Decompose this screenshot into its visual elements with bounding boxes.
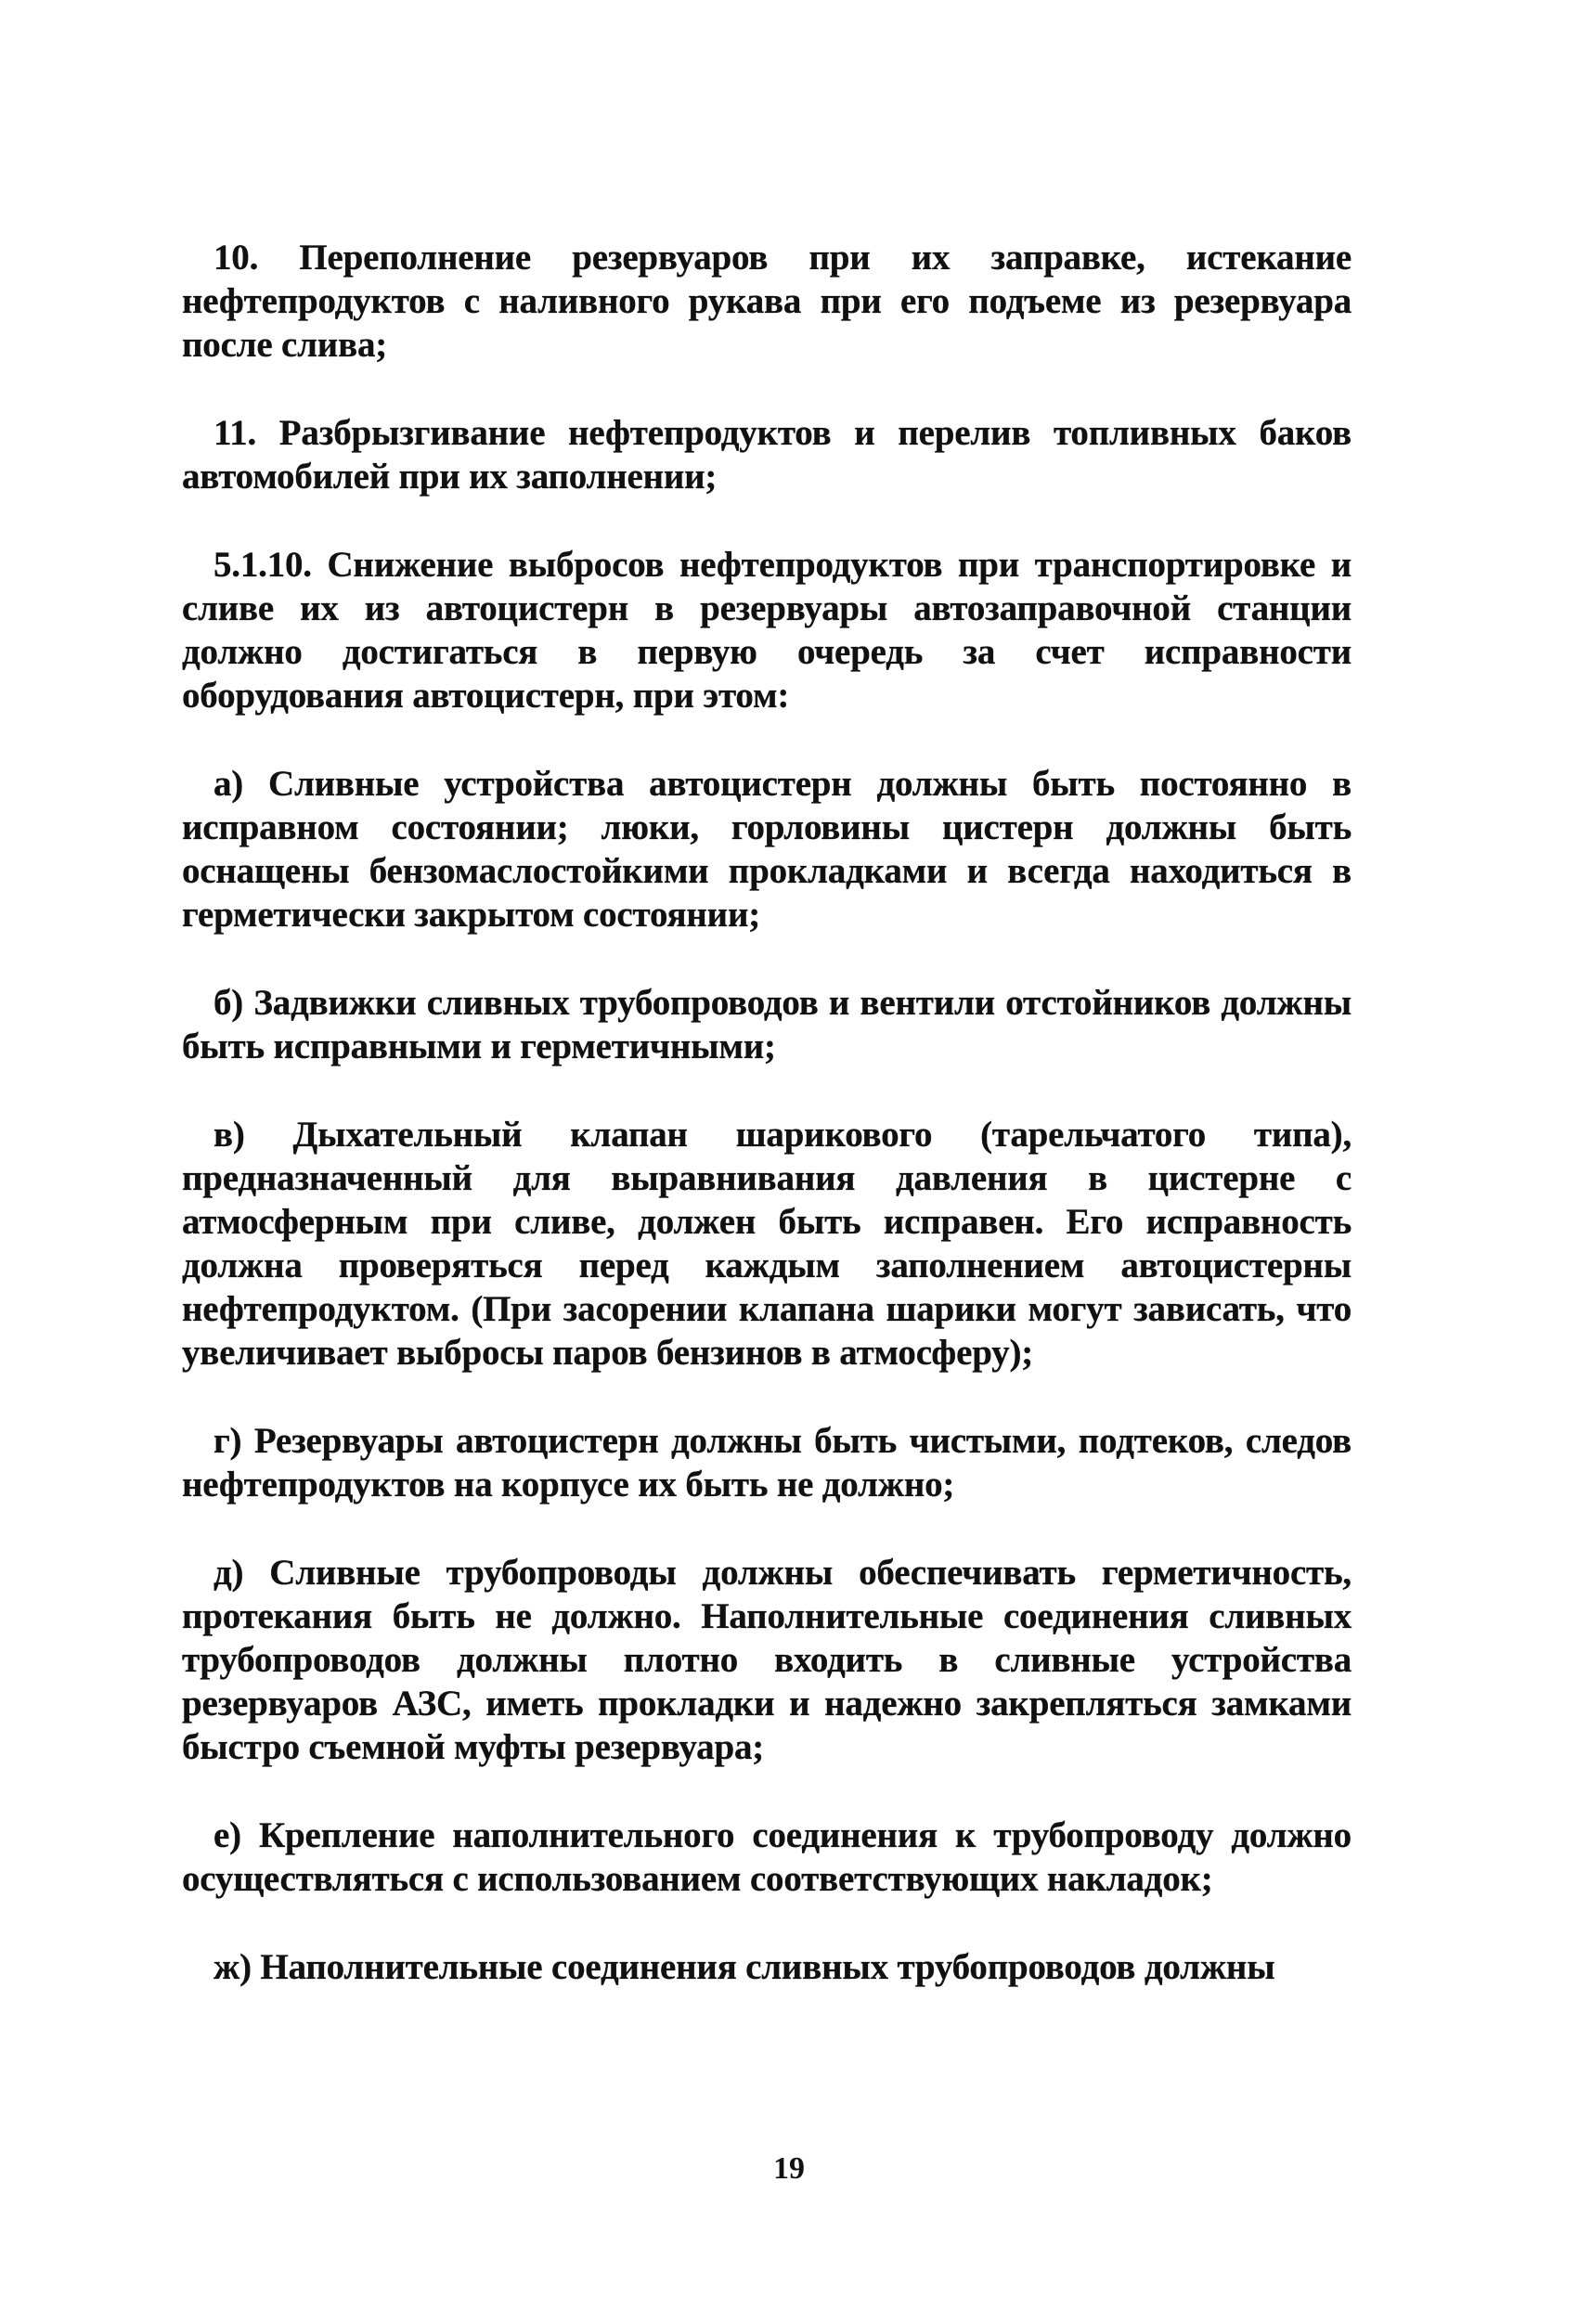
paragraph-item-a: а) Сливные устройства автоцистерн должны быть постоянно в исправном состоянии; люки, горловины цистерн должны быть оснащены бензомаслостойкими прокладками и всегда находиться в герметически закрытом состоянии; <box>182 764 1352 935</box>
page-number: 19 <box>773 2151 805 2186</box>
paragraph-item-11: 11. Разбрызгивание нефтепродуктов и перелив топливных баков автомобилей при их заполнении; <box>182 413 1352 497</box>
paragraph-item-d: д) Сливные трубопроводы должны обеспечивать герметичность, протекания быть не должно. Наполнительные соединения сливных трубопроводов должны плотно входить в сливные устройства резервуаров АЗС, иметь прокладки и надежно закрепляться замками быстро съемной муфты резервуара; <box>182 1553 1352 1767</box>
paragraph-item-b: б) Задвижки сливных трубопроводов и вентили отстойников должны быть исправными и герметичными; <box>182 983 1352 1066</box>
paragraph-item-e: е) Крепление наполнительного соединения к трубопроводу должно осуществляться с использованием соответствующих накладок; <box>182 1815 1352 1899</box>
paragraph-item-g: г) Резервуары автоцистерн должны быть чистыми, подтеков, следов нефтепродуктов на корпусе их быть не должно; <box>182 1421 1352 1504</box>
paragraph-item-v: в) Дыхательный клапан шарикового (тарельчатого типа), предназначенный для выравнивания давления в цистерне с атмосферным при сливе, должен быть исправен. Его исправность должна проверяться перед каждым заполнением автоцистерны нефтепродуктом. (При засорении клапана шарики могут зависать, что увеличивает выбросы паров бензинов в атмосферу); <box>182 1115 1352 1373</box>
paragraph-section-5-1-10: 5.1.10. Снижение выбросов нефтепродуктов при транспортировке и сливе их из автоцистерн в резервуары автозаправочной станции должно достигаться в первую очередь за счет исправности оборудования автоцистерн, при этом: <box>182 545 1352 716</box>
page-body <box>182 236 1352 2034</box>
paragraph-item-zh: ж) Наполнительные соединения сливных трубопроводов должны <box>213 1947 1275 1987</box>
paragraph-item-10: 10. Переполнение резервуаров при их заправке, истекание нефтепродуктов с наливного рукава при его подъеме из резервуара после слива; <box>182 238 1352 365</box>
